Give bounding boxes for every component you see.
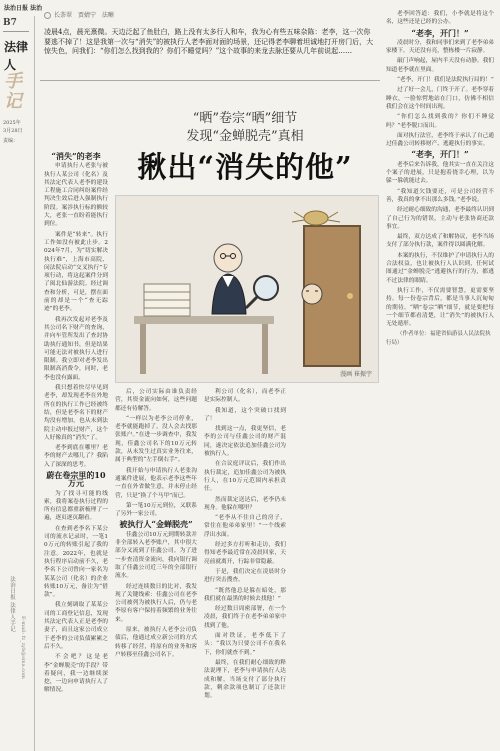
subheading: “消失”的老李 [51,152,101,161]
headline-main: 揪出“消失的他” [137,150,353,184]
page-number: B7 [3,18,17,28]
paragraph: 经过耐心细致的沟通，老李最终认识到了自己行为的错误，主动与老张协商还款事宜。 [386,207,494,230]
subheading: 被执行人“金蝉脱壳” [119,519,193,530]
paragraph: 老李到底在哪里？老李的财产去哪儿了？我陷入了深深的思考。 [44,445,108,468]
vertical-email: E-mail: fz_zyb@sina.com [20,616,26,679]
editor-label: 责编： [3,138,19,144]
paragraph: 后，公司实际由谁负责经营，其资金流向如何，这些问题都还有待解答。 [115,389,197,412]
paragraph: 我知道，这个突破口找到了！ [204,407,286,422]
paragraph: 于是，我们决定在凌晨时分进行突击搜查。 [204,568,286,584]
article-column-4 [386,10,494,744]
paragraph: 在合议庭评议后，我们作出执行裁定，追加佳鑫公司为被执行人，在10万元范围内承担责任。 [204,461,286,493]
byline-text: 长荼翠 贾婧宁 法晰 [54,12,115,19]
headline-block [115,110,375,190]
divider [3,31,29,32]
subheading: “老李，开门！” [411,149,469,160]
intro-text: 凌晨4点，晨光熹微。天边泛起了鱼肚白，路上没有太多行人和车，我为心有些五味杂陈：老李，这一次你要逃不掉了！这是我第一次与“消失”的被执行人老李面对面的场景，还记得老李聊着坦诚地打开房门后，大惊失色，问我们：“你们怎么找到我的？你们不睡觉吗？”这个故事的来龙去脉还要从几年前说起…… [44,28,374,55]
paragraph: 经过数日周密部署，在一个凌晨，我们终于在老李弟弟家中找到了他。 [204,606,286,629]
paragraph: 案件是“转来”。执行工作如没有被此止步。2024年7月，为“切实解决执行难”，上海市高院、闵法院启动“交叉执行”专项行动，将这起案件分到了闽北仙游法院。经过调查和分析，可是，摆在面前的却是一个“查无踪迹”的老李。 [44,231,108,313]
subheading: “老李，开门！” [411,27,469,38]
illustration [115,195,379,383]
author-affiliation: （作者单位：福建省仙游县人民法院执行局） [386,331,491,346]
issue-date: 2025年 [3,120,21,126]
paragraph: 最终，双方达成了和解协议，老李当场支付了部分执行款，案件得以圆满化解。 [386,234,494,249]
paragraph: 老李后来告诉我，他其实一直在关注这个案子的进展，只是抱着侥幸心理，以为躲一躲就能过去。 [386,161,494,185]
paragraph: 最终，在我们耐心细致的释法说理下，老李与申请执行人达成和解，当场支付了部分执行款，剩余款项也制订了还款计划。 [204,659,286,700]
paragraph: 执行工作，不仅需要智慧，更需要坚持。每一份卷宗背后，都是当事人沉甸甸的期待。“晒”卷宗“晒”细节，就是要把每一个细节都看清楚，让“消失”的被执行人无处遁形。 [386,287,494,328]
paragraph: 找到这一点，我更坚信，老李的公司与佳鑫公司的财产混同，遂决定依法追加佳鑫公司为被执行人。 [204,426,286,458]
paragraph: 第一笔10万元到位，又联系了另外一家公司。 [115,502,197,518]
paragraph: 在查到老李名下某公司的流水记录时，一笔10万元的转账引起了我的注意。2022年，也就是执行程序启动前不久，老李名下公司曾向一家名为某某公司（化名）的企业转账10万元，备注为“借款”。 [44,525,108,599]
intro-box [44,10,374,70]
paragraph: 我只想着快尽早见到老李，却发现老李在外地所在的执行工作已经被终结，但是老李名下的财产均没有增加，也从未到法院主动申报过财产，这个人好像真的“消失”了。 [44,385,108,441]
paragraph: 原来，被执行人老李公司负债后，他通过成立新公司的方式转移了经营，将原有的业务和客户转移至佳鑫公司名下。 [115,627,197,658]
paragraph: 敲门声响起，屋内半天没有动静。我们知道老李就在里面。 [386,58,494,73]
paragraph: 老李回答道：我们，小李就是将这个名，这些还是已经的公办。 [386,11,494,26]
paragraph: “我知道欠钱要还，可是公司经营不善，我真的拿不出那么多钱。”老李说。 [386,188,494,203]
paragraph: 不会吧？这是老李“金蝉脱壳”的手段？带着疑问，我一边继续深挖，一边向申请执行人了解情况。 [44,654,108,694]
paragraph: 佳鑫公司10万元到期转款并非全部转入老李账户，其中很大部分又流到了佳鑫公司。为了进一步查清资金流向，我向银行调取了佳鑫公司近三年的全部银行流水。 [115,531,197,580]
illustration-credit: 漫画 崔振宇 [340,371,372,378]
article-column-2 [115,388,197,744]
bullet-icon [44,12,51,19]
paragraph: 申请执行人老张与被执行人某公司（化名）及其法定代表人老李的建设工程施工合同纠纷案件经判决生效后进入强制执行阶段。案涉执行标的额较大，老张一直盼着能执行到位。 [44,163,108,228]
byline [44,10,114,19]
column-name: 法律人 [4,40,29,72]
paragraph: 经过连续数日的比对，我发现了关键线索：佳鑫公司在老李公司被列为被执行人后，仍与老李原有客户保持着频繁的业务往来。 [115,583,197,623]
issue-date-day: 3月28日 [3,128,23,134]
paragraph: 我开始与申请执行人老张沟通案件进展，他表示老李这些年一直在外省做生意，并未停止经营，只是“换了个马甲”而已。 [115,467,197,499]
paragraph: “老李，开门！我们是法院执行局的！” [397,77,494,84]
paragraph: 凌晨时分，我和同事们来到了老李弟弟家楼下。天还没有亮，整栋楼一片寂静。 [386,39,494,55]
paragraph: 本案的执行，不仅维护了申请执行人的合法权益，也让被执行人认识到，任何试图通过“金蝉脱壳”逃避执行的行为，都逃不过法律的眼睛。 [386,252,494,284]
paragraph: 面对铁证，老李低下了头：“我以为只要公司不在我名下，你们就查不到。” [204,633,286,656]
article-column-3 [204,388,286,744]
paragraph: 然而裁定送达后，老李仍未现身。他躲在哪里？ [204,496,286,511]
paragraph: 我再次发起对老李及其公司名下财产的查询，并向车管所发出了查封协助执行通知书，但是结果可能无法对被执行人进行限制。我立即对老李发出限制高消费令，同时，老李也没有露面。 [44,316,108,381]
paragraph: “老李从不住自己的房子，常住在他弟弟家里！”一个线索浮出水面。 [204,515,286,538]
paragraph: “既然他总是躲在暗处，那我们就在最黑的时候去找他！” [204,587,286,602]
paragraph: “一样以为老李公司停业，老李就能跑掉了，没人会去找那张账户。”在进一步调查中，我发现，佳鑫公司名下的10万元转款，从未发生过真实业务往来，属于典型的“左手倒右手”。 [115,415,197,464]
paragraph: 为了找寻可能的线索，我将案卷执行过程的所有信息都重新梳理了一遍，逐页逐页翻看。 [44,490,108,522]
left-sidebar [0,16,35,751]
subheading: 蔚在卷宗里的10万元 [46,469,106,489]
headline-line-1: “晒”卷宗“晒”细节 [192,111,298,126]
article-column-1 [44,152,108,744]
cartoon-illustration [116,196,378,382]
paragraph: 经过多方打听和走访，我们得知老李最近常在凌晨回家，天亮前就离开，行踪非常隐蔽。 [204,542,286,565]
paragraph: 利公司（化名），而老李正是实际控制人。 [204,389,286,404]
divider [40,80,380,81]
publication-name: 法治日报 法治 [4,5,43,12]
column-name-stylized: 手记 [4,71,22,112]
paragraph: 过了好一会儿，门终于开了。老李穿着睡衣，一脸惊愕地站在门口，仿佛不相信我们会在这个时间出现。 [386,87,494,110]
paragraph: 面对执行法官，老李终于承认了自己通过佳鑫公司转移财产、逃避执行的事实。 [386,132,494,148]
paragraph: 我立刻调取了某某公司的工商登记信息，发现其法定代表人正是老李的妻子，而且这家公司成立于老李的公司负债累累之后不久。 [44,602,108,650]
paragraph: “你们怎么找到我的？你们不睡觉吗？”老李脱口而出。 [386,114,494,129]
vertical-masthead: 法治日报 法律人手记 [9,576,15,633]
headline-line-2: 发现“金蝉脱壳”真相 [186,129,304,144]
